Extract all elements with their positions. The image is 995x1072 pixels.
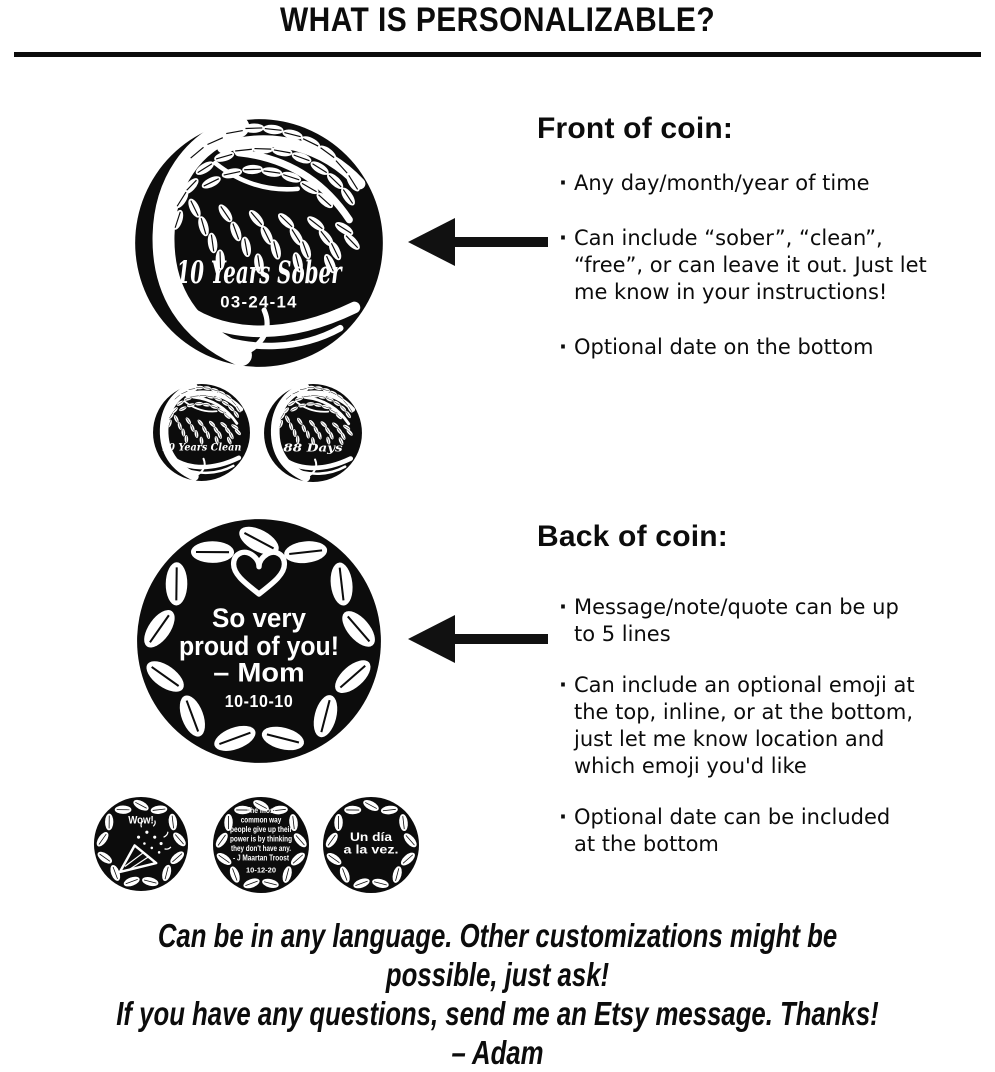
back-coin-small-line: Un día [350,832,393,844]
quote-attribution: - J Maartan Troost [233,853,290,863]
front-coin-small-title: 10 Years Clean [161,441,242,454]
page-title: WHAT IS PERSONALIZABLE? [279,1,716,39]
bullet-text: Optional date can be included at the bottom [574,805,891,856]
front-bullet-list [537,170,967,361]
bullet-text: Any day/month/year of time [574,171,870,195]
front-coin-small-2 [262,382,364,484]
bullet-dot: · [559,171,567,195]
back-heading: Back of coin: [537,520,728,553]
back-coin-line: So very [212,603,307,634]
back-coin-date: 10-10-10 [224,691,294,712]
footer-line-1: Can be in any language. Other customizations might be possible, just ask! [157,917,838,993]
tree-of-life-icon [135,119,383,367]
bullet-dot: · [559,595,567,619]
footer-note [0,916,995,1072]
bullet-item [559,804,967,858]
quote-line: The most [246,806,277,815]
bullet-item [559,672,967,780]
arrow-left-icon [408,215,548,271]
front-coin-title: 10 Years Sober [176,254,344,291]
bullet-text: Optional date on the bottom [574,335,874,359]
tree-of-life-icon [153,384,250,481]
quote-line: they don't have any. [231,844,291,853]
footer-line-2: If you have any questions, send me an Etsy message. Thanks! – Adam [116,995,879,1071]
bullet-dot: · [559,335,567,359]
bullet-item [559,594,967,648]
back-coin-small-3 [321,795,421,895]
bullet-item [559,225,967,306]
front-coin-date: 03-24-14 [220,292,298,312]
back-coin-small-2 [211,795,311,895]
back-coin-small-date: 10-12-20 [246,867,277,875]
quote-line: common way [240,815,282,825]
front-coin-large-tree [130,114,388,372]
bullet-text: Can include “sober”, “clean”, “free”, or can leave it out. Just let me know in your instructions! [574,226,927,304]
bullet-text: Can include an optional emoji at the top, inline, or at the bottom, just let me know location and which emoji you'd like [574,673,915,778]
tree-of-life-icon [264,384,362,482]
front-coin-small-title: 88 Days [283,440,344,455]
arrow-left-icon [408,612,548,668]
back-coin-line: proud of you! [178,630,340,661]
bullet-text: Message/note/quote can be up to 5 lines [574,595,899,646]
title-underline [14,52,981,57]
bullet-item [559,170,967,197]
bullet-dot: · [559,673,567,697]
back-of-coin-section [537,520,967,858]
back-coin-line: – Mom [213,657,305,688]
front-of-coin-section [537,112,967,361]
leaf-wreath-icon [94,797,188,891]
quote-line: people give up their [230,825,293,834]
bullet-dot: · [559,805,567,829]
back-coin-large-wreath [132,514,386,768]
back-coin-small-title: Wow! [128,814,154,827]
front-coin-small-1 [151,382,252,483]
quote-line: power is by thinking [230,834,292,844]
back-coin-small-1 [92,795,190,893]
front-heading: Front of coin: [537,112,734,145]
back-bullet-list [537,594,967,858]
bullet-item [559,334,967,361]
bullet-dot: · [559,226,567,250]
back-coin-small-line: a la vez. [343,844,399,857]
